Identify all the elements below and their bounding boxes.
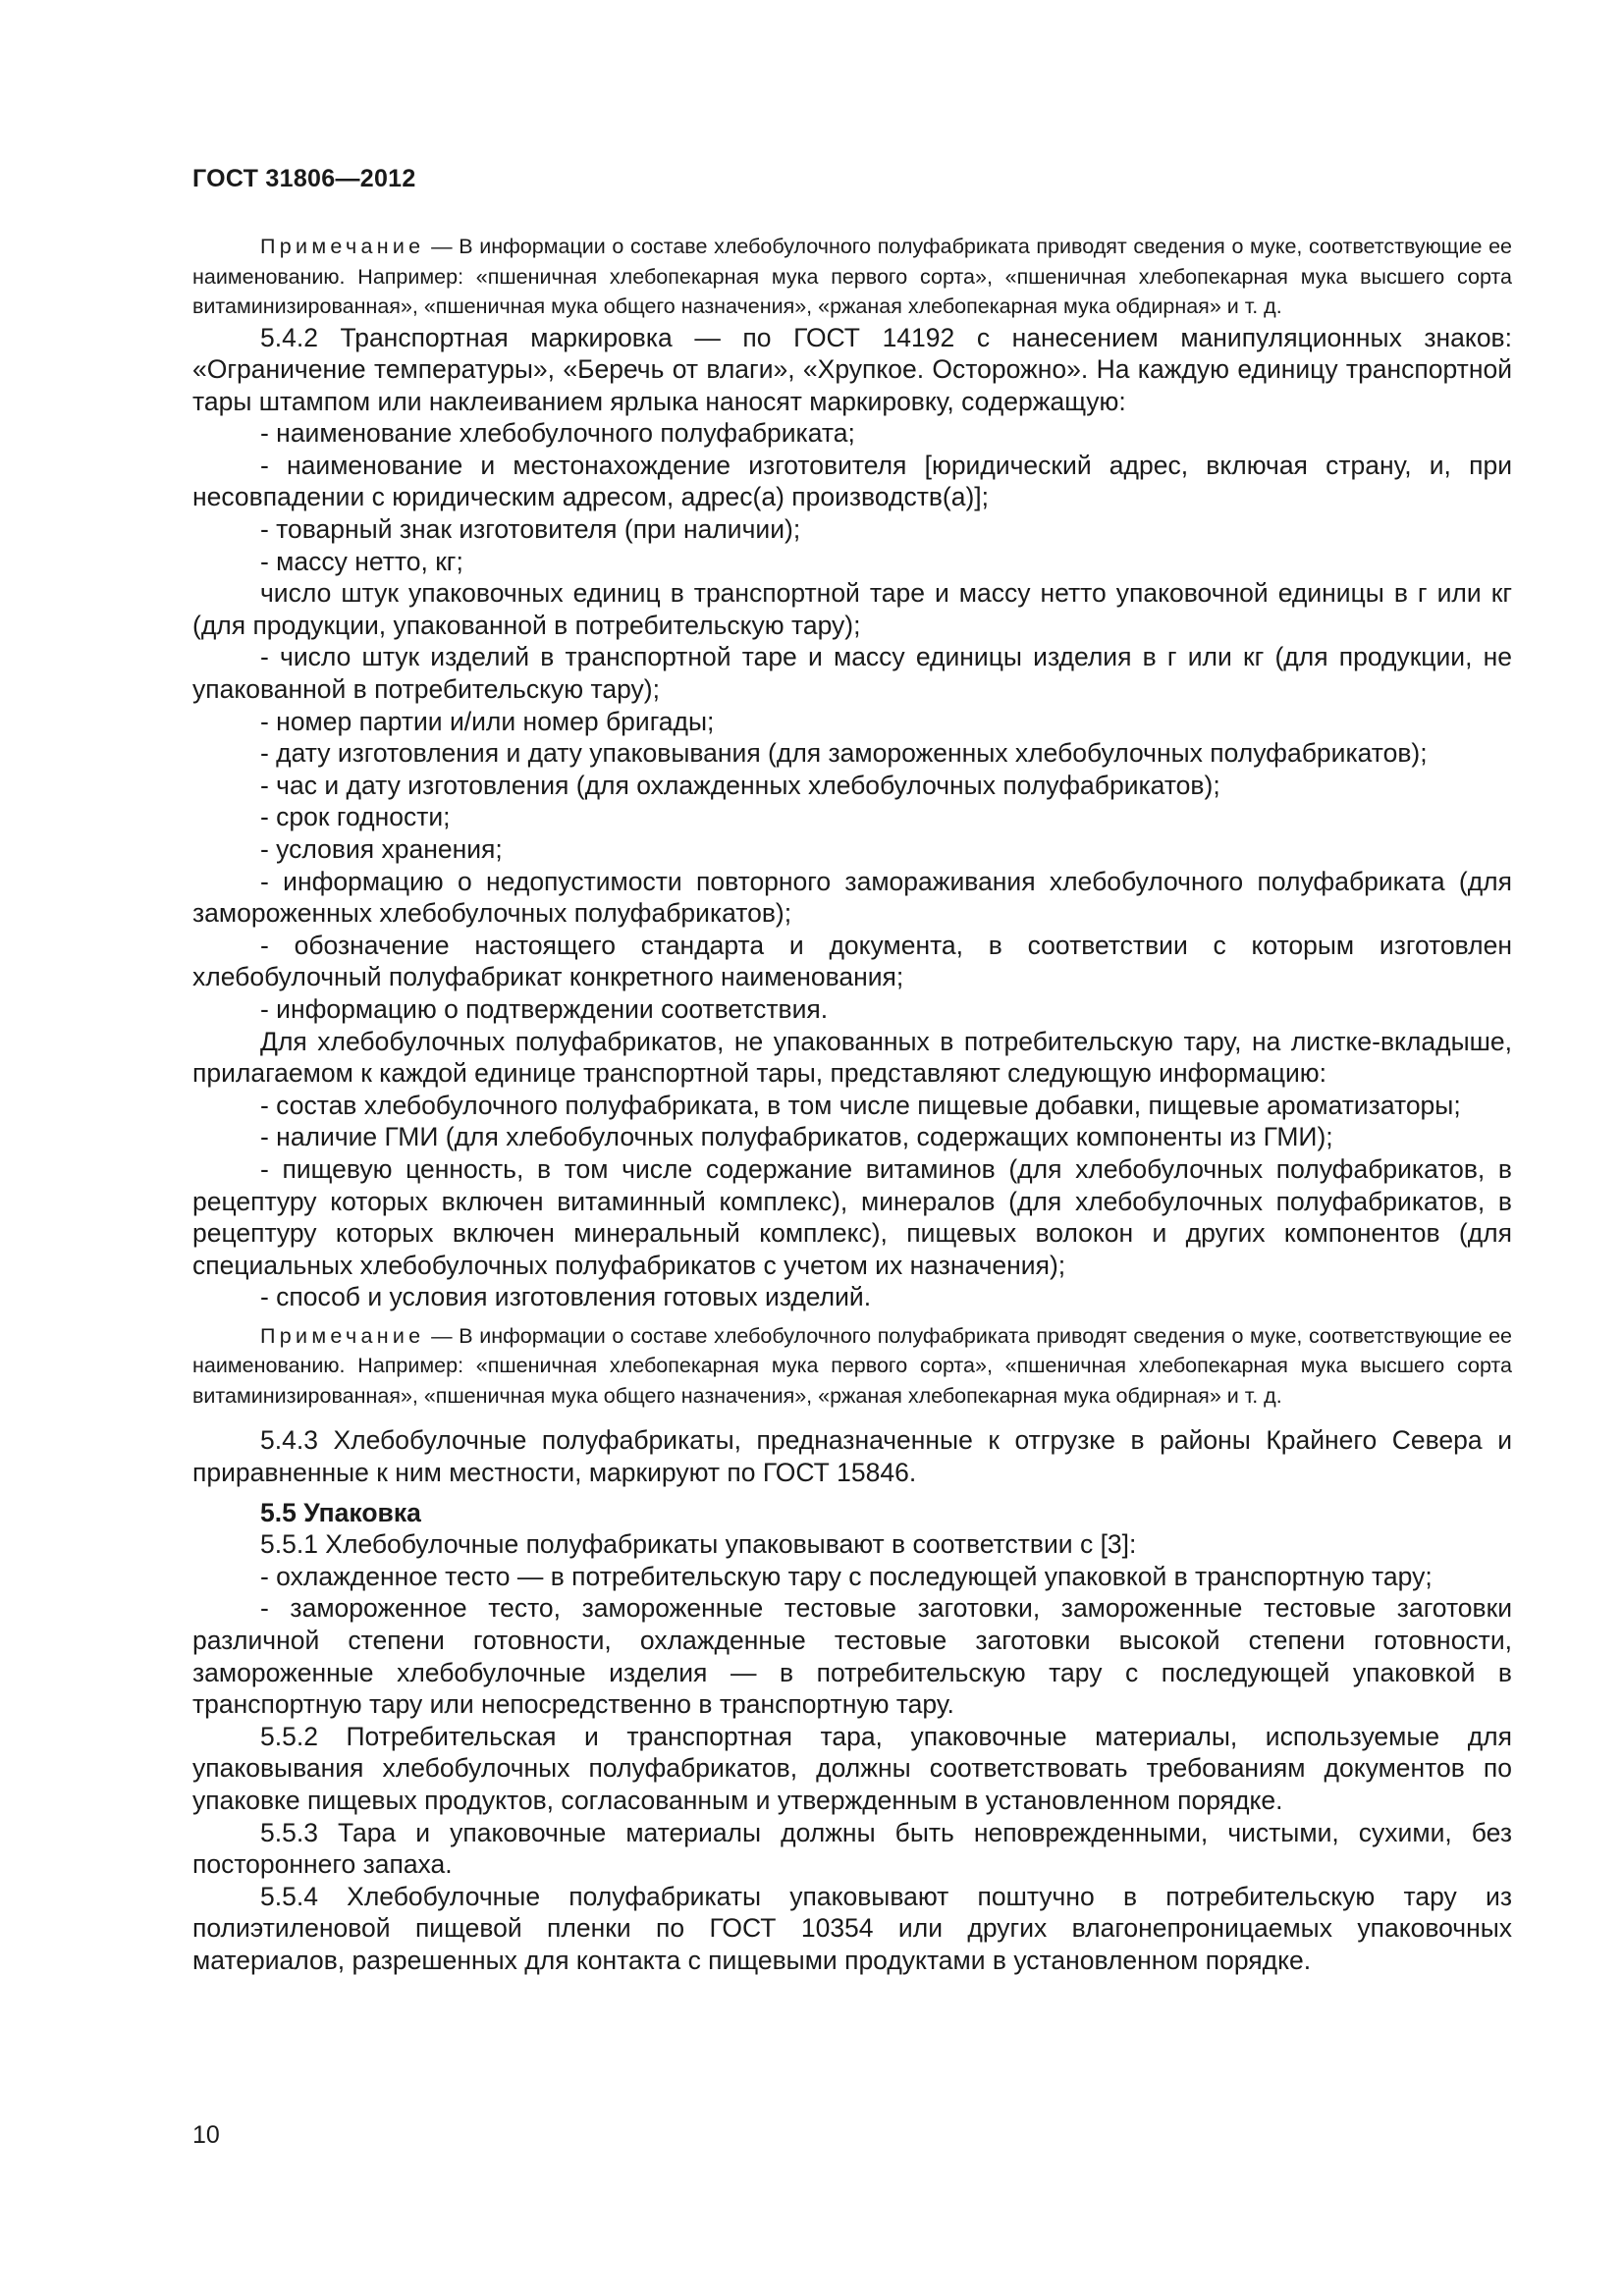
paragraph-5-4-3: 5.4.3 Хлебобулочные полуфабрикаты, предназначенные к отгрузке в районы Крайнего Севера и приравненные к ним местности, маркируют по ГОСТ 15846. [192, 1425, 1512, 1487]
list-item: - час и дату изготовления (для охлажденных хлебобулочных полуфабрикатов); [260, 770, 1220, 800]
list-item: число штук упаковочных единиц в транспортной таре и массу нетто упаковочной единицы в г или кг (для продукции, упакованной в потребительскую тару); [192, 578, 1512, 640]
list-item: - пищевую ценность, в том числе содержание витаминов (для хлебобулочных полуфабрикатов, в рецептуру которых включен витаминный комплекс), минералов (для хлебобулочных полуфабрикатов, в рецептуру которых включен минеральный комплекс), пищевых волокон и других компонентов (для специальных хлебобулочных полуфабрикатов с учетом их назначения); [192, 1153, 1512, 1280]
document-header: ГОСТ 31806—2012 [192, 165, 416, 192]
list-item: - дату изготовления и дату упаковывания (для замороженных хлебобулочных полуфабрикатов); [260, 738, 1428, 769]
note-label-2: Примечание [260, 1323, 425, 1348]
list-item: - состав хлебобулочного полуфабриката, в том числе пищевые добавки, пищевые ароматизаторы; [260, 1090, 1461, 1120]
list-item: - наименование и местонахождение изготовителя [юридический адрес, включая страну, и, при несовпадении с юридическим адресом, адрес(а) производств(а)]; [192, 450, 1512, 512]
paragraph-5-5-4: 5.5.4 Хлебобулочные полуфабрикаты упаковывают поштучно в потребительскую тару из полиэтиленовой пищевой пленки по ГОСТ 10354 или других влагонепроницаемых упаковочных материалов, разрешенных для контакта с пищевыми продуктами в установленном порядке. [192, 1881, 1512, 1975]
note-paragraph-1 [192, 232, 1512, 322]
list-item: - наличие ГМИ (для хлебобулочных полуфабрикатов, содержащих компоненты из ГМИ); [260, 1122, 1333, 1152]
list-item: - информацию о подтверждении соответствия. [260, 993, 829, 1024]
list-item: - номер партии и/или номер бригады; [260, 706, 715, 736]
paragraph-5-5-3: 5.5.3 Тара и упаковочные материалы должны быть неповрежденными, чистыми, сухими, без постороннего запаха. [192, 1817, 1512, 1880]
list-item: - условия хранения; [260, 834, 503, 864]
paragraph-5-4-2: 5.4.2 Транспортная маркировка — по ГОСТ 14192 с нанесением манипуляционных знаков: «Ограничение температуры», «Беречь от влаги», «Хрупкое. Осторожно». На каждую единицу транспортной тары штампом или наклеиванием ярлыка наносят маркировку, содержащую: [192, 322, 1512, 416]
list-item: - товарный знак изготовителя (при наличии); [260, 514, 801, 545]
list-item: - способ и условия изготовления готовых изделий. [260, 1282, 872, 1312]
list-item: - наименование хлебобулочного полуфабриката; [260, 418, 855, 449]
note-text-2: — В информации о составе хлебобулочного полуфабриката приводят сведения о муке, соответствующие ее наименованию. Например: «пшеничная хлебопекарная мука первого сорта», «пшеничная хлебопекарная мука высшего сорта витаминизированная», «пшеничная мука общего назначения», «ржаная хлебопекарная мука обдирная» и т. д. [192, 1323, 1512, 1408]
document-body [192, 232, 1512, 1977]
note-paragraph-2 [192, 1321, 1512, 1412]
list-item: - число штук изделий в транспортной таре и массу единицы изделия в г или кг (для продукции, не упакованной в потребительскую тару); [192, 642, 1512, 705]
list-item: - массу нетто, кг; [260, 546, 463, 576]
paragraph-5-5-1: 5.5.1 Хлебобулочные полуфабрикаты упаковывают в соответствии с [3]: [260, 1529, 1137, 1560]
section-heading-5-5: 5.5 Упаковка [260, 1497, 421, 1527]
list-item: - охлажденное тесто — в потребительскую тару с последующей упаковкой в транспортную тару; [260, 1561, 1433, 1591]
list-item: - замороженное тесто, замороженные тестовые заготовки, замороженные тестовые заготовки различной степени готовности, охлажденные тестовые заготовки высокой степени готовности, замороженные хлебобулочные изделия — в потребительскую тару с последующей упаковкой в транспортную тару или непосредственно в транспортную тару. [192, 1593, 1512, 1720]
list-item: - срок годности; [260, 802, 451, 832]
paragraph-unpacked: Для хлебобулочных полуфабрикатов, не упакованных в потребительскую тару, на листке-вкладыше, прилагаемом к каждой единице транспортной тары, представляют следующую информацию: [192, 1026, 1512, 1089]
note-label-1: Примечание [260, 235, 425, 258]
page-number: 10 [192, 2121, 220, 2149]
note-text-1: — В информации о составе хлебобулочного полуфабриката приводят сведения о муке, соответствующие ее наименованию. Например: «пшеничная хлебопекарная мука первого сорта», «пшеничная хлебопекарная мука высшего сорта витаминизированная», «пшеничная мука общего назначения», «ржаная хлебопекарная мука обдирная» и т. д. [192, 235, 1512, 318]
list-item: - обозначение настоящего стандарта и документа, в соответствии с которым изготовлен хлебобулочный полуфабрикат конкретного наименования; [192, 930, 1512, 992]
paragraph-5-5-2: 5.5.2 Потребительская и транспортная тара, упаковочные материалы, используемые для упаковывания хлебобулочных полуфабрикатов, должны соответствовать требованиям документов по упаковке пищевых продуктов, согласованным и утвержденным в установленном порядке. [192, 1721, 1512, 1815]
list-item: - информацию о недопустимости повторного замораживания хлебобулочного полуфабриката (для замороженных хлебобулочных полуфабрикатов); [192, 866, 1512, 929]
